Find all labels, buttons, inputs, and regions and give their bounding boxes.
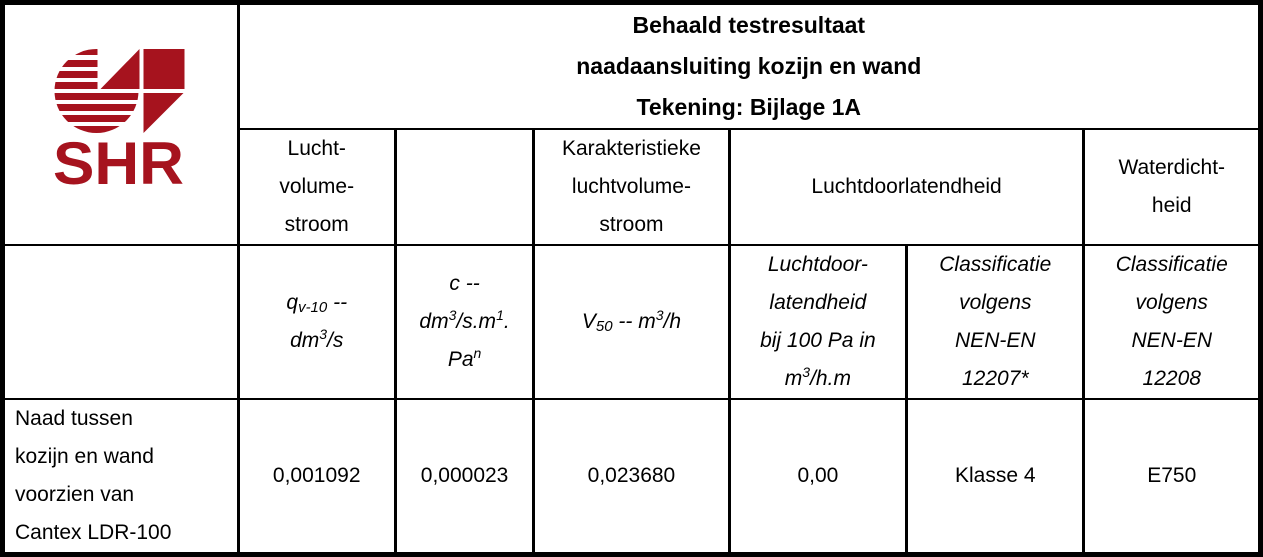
cell-text: 1 xyxy=(496,307,504,323)
cell-text: Waterdicht- xyxy=(1118,156,1226,179)
cell-text: -- m xyxy=(612,310,656,333)
row-label xyxy=(3,399,239,555)
cell-text: Classificatie xyxy=(939,253,1052,276)
cell-text: c -- xyxy=(449,272,480,295)
cell-text: . xyxy=(503,310,510,333)
cell-text: voorzien van xyxy=(15,483,135,506)
cell-text xyxy=(244,322,390,360)
cell-text: latendheid xyxy=(769,291,867,314)
title-line: Behaald testresultaat xyxy=(632,12,866,38)
value-c: 0,000023 xyxy=(395,399,533,555)
logo-cell xyxy=(3,3,239,246)
title-line: Tekening: Bijlage 1A xyxy=(636,94,862,120)
unit-classificatie-12207 xyxy=(907,245,1084,399)
cell-text: kozijn en wand xyxy=(15,445,154,468)
value-waterdichtheid: E750 xyxy=(1084,399,1261,555)
cell-text: 12208 xyxy=(1142,367,1201,390)
title-line: naadaansluiting kozijn en wand xyxy=(576,53,922,79)
cell-text: Karakteristieke xyxy=(562,137,701,160)
unit-classificatie-12208 xyxy=(1084,245,1261,399)
cell-text: luchtvolume- xyxy=(571,175,691,198)
value-v50: 0,023680 xyxy=(534,399,729,555)
cell-text: volgens xyxy=(1135,291,1208,314)
cell-text xyxy=(735,360,901,398)
cell-text: /h.m xyxy=(810,367,851,390)
cell-text: stroom xyxy=(284,213,349,236)
unit-empty xyxy=(3,245,239,399)
cell-text: 50 xyxy=(595,318,613,335)
cell-text: 12207* xyxy=(961,367,1029,390)
header-waterdichtheid xyxy=(1084,129,1261,245)
cell-text: v-10 xyxy=(298,299,328,316)
cell-text: V xyxy=(581,310,596,333)
header-luchtdoorlatendheid: Luchtdoorlatendheid xyxy=(729,129,1084,245)
cell-text: dm xyxy=(290,329,320,352)
unit-luchtdoorlatendheid xyxy=(729,245,906,399)
cell-text: m xyxy=(784,367,803,390)
cell-text: q xyxy=(286,291,299,314)
cell-text: Lucht- xyxy=(287,137,346,160)
cell-text: -- xyxy=(327,291,348,314)
cell-text: NEN-EN xyxy=(1131,329,1212,352)
table-title xyxy=(238,3,1260,130)
header-karakteristieke xyxy=(534,129,729,245)
cell-text: /s xyxy=(327,329,344,352)
shr-logo xyxy=(51,48,191,188)
cell-text: volgens xyxy=(959,291,1032,314)
cell-text xyxy=(244,284,390,322)
cell-text: NEN-EN xyxy=(955,329,1036,352)
table-row xyxy=(3,399,1261,555)
value-luchtdoorlatendheid: 0,00 xyxy=(729,399,906,555)
header-empty xyxy=(395,129,533,245)
cell-text xyxy=(401,341,528,379)
cell-text: 3 xyxy=(802,364,811,380)
cell-text: Luchtdoor- xyxy=(767,253,868,276)
cell-text: 3 xyxy=(655,307,664,323)
unit-q xyxy=(238,245,395,399)
svg-text:SHR: SHR xyxy=(52,130,184,188)
cell-text: n xyxy=(473,345,482,361)
cell-text: volume- xyxy=(279,175,355,198)
cell-text: Naad tussen xyxy=(15,407,133,430)
header-luchtvolumestroom xyxy=(238,129,395,245)
cell-text: 3 xyxy=(319,326,328,342)
cell-text xyxy=(401,303,528,341)
cell-text: bij 100 Pa in xyxy=(760,329,876,352)
cell-text: /s.m xyxy=(456,310,497,333)
cell-text: /h xyxy=(663,310,682,333)
unit-c xyxy=(395,245,533,399)
cell-text: heid xyxy=(1151,194,1192,217)
cell-text: Classificatie xyxy=(1115,253,1228,276)
unit-v50 xyxy=(534,245,729,399)
cell-text: Pa xyxy=(447,348,474,371)
cell-text: dm xyxy=(419,310,449,333)
cell-text: 3 xyxy=(448,307,457,323)
value-klasse: Klasse 4 xyxy=(907,399,1084,555)
cell-text: stroom xyxy=(599,213,664,236)
cell-text: Cantex LDR-100 xyxy=(15,521,172,544)
value-q: 0,001092 xyxy=(238,399,395,555)
